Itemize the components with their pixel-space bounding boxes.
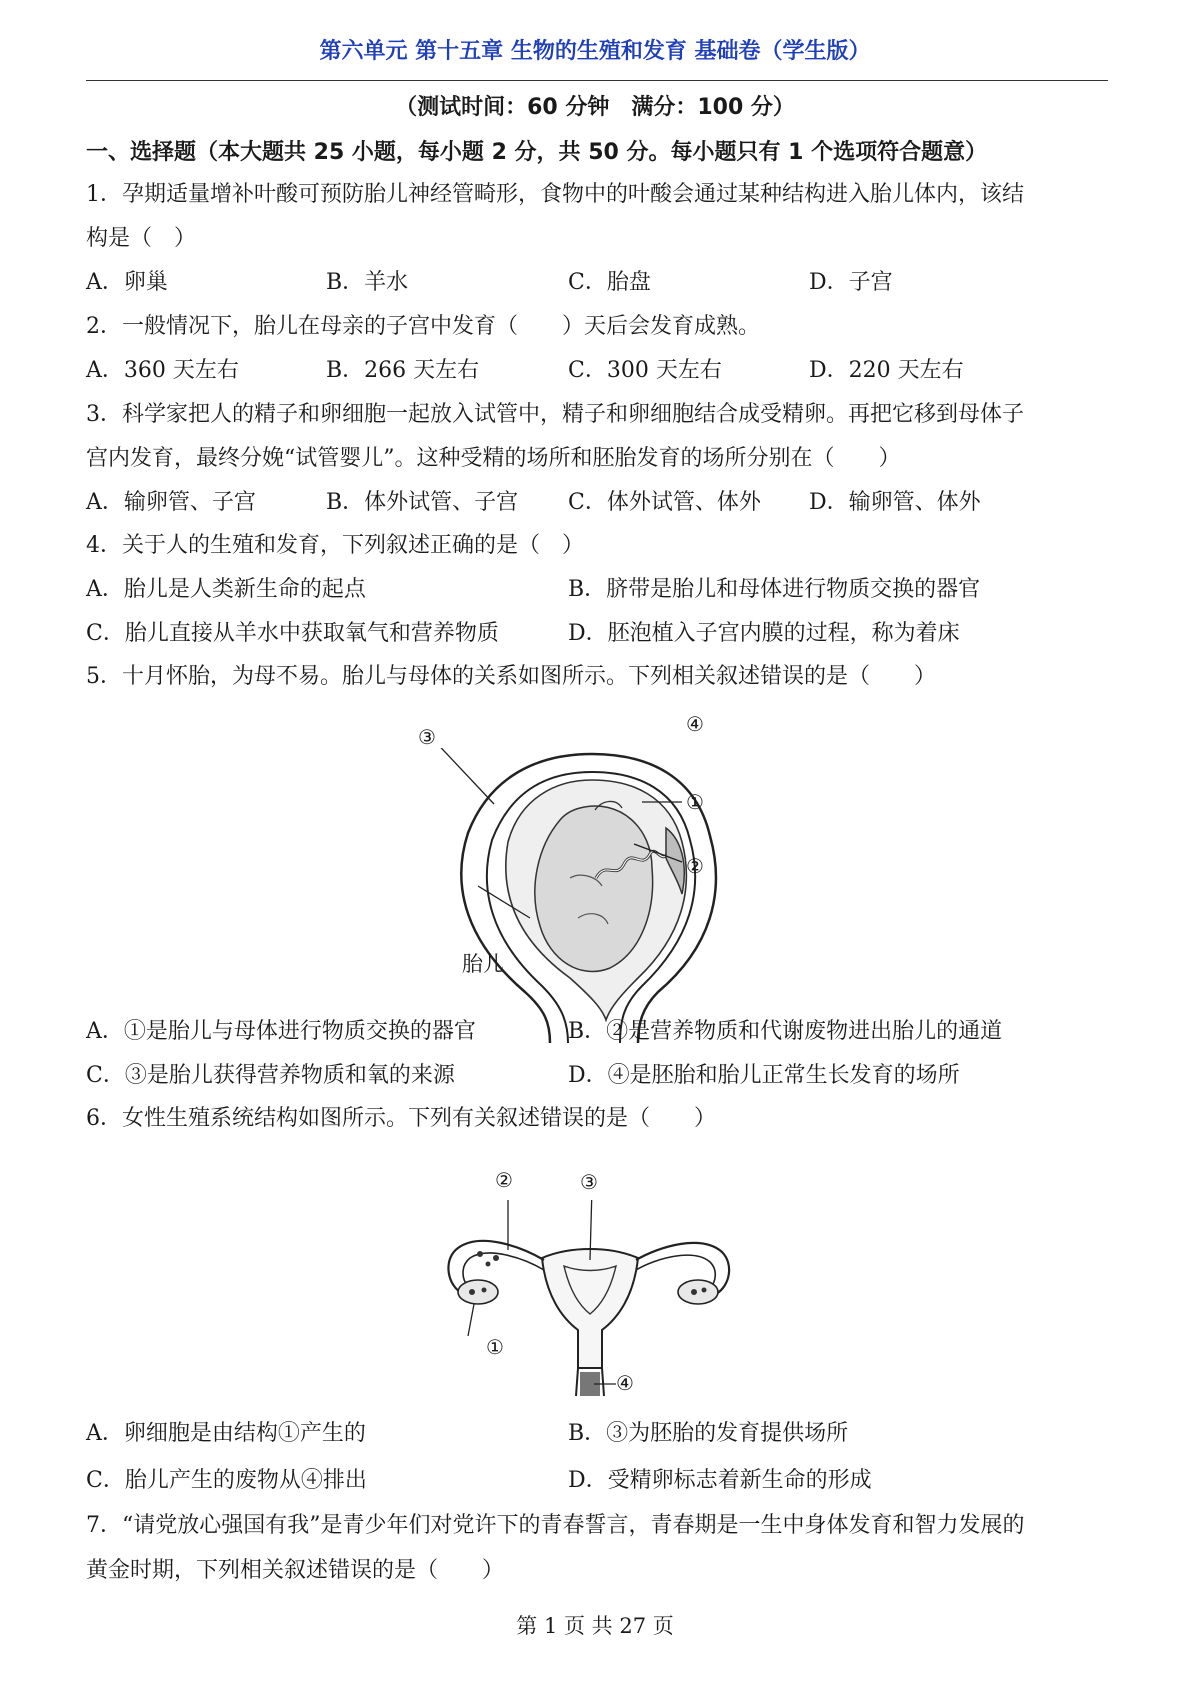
question-2-text: 2．一般情况下，胎儿在母亲的子宫中发育（ ）天后会发育成熟。 [86,314,760,339]
figure1-label-3: ③ [418,725,436,749]
question-2-option-d: D．220 天左右 [809,358,964,383]
question-2-option-c: C．300 天左右 [568,358,722,383]
figure2-label-3: ③ [580,1170,598,1194]
question-1-option-b: B．羊水 [326,270,409,295]
question-5-option-c: C．③是胎儿获得营养物质和氧的来源 [86,1063,455,1088]
question-1-text-line2: 构是（ ） [86,226,197,251]
ovary-left [458,1280,498,1304]
question-4-option-d: D．胚泡植入子宫内膜的过程，称为着床 [568,621,960,646]
uterus-fetus-diagram [420,748,780,1048]
question-5-option-a: A．①是胎儿与母体进行物质交换的器官 [86,1019,476,1044]
question-3-text-line1: 3．科学家把人的精子和卵细胞一起放入试管中，精子和卵细胞结合成受精卵。再把它移到母体子 [86,402,1025,427]
question-1-text-line1: 1．孕期适量增补叶酸可预防胎儿神经管畸形，食物中的叶酸会通过某种结构进入胎儿体内，该结 [86,182,1025,207]
question-3-option-c: C．体外试管、体外 [568,490,761,515]
question-4-option-a: A．胎儿是人类新生命的起点 [86,577,366,602]
question-3-option-b: B．体外试管、子宫 [326,490,519,515]
figure1-fetus-label: 胎儿 [462,952,504,976]
question-3-option-d: D．输卵管、体外 [809,490,981,515]
figure1-label-4: ④ [686,712,704,736]
question-6-option-c: C．胎儿产生的废物从④排出 [86,1468,367,1493]
question-7-text-line2: 黄金时期，下列相关叙述错误的是（ ） [86,1558,505,1583]
question-6-option-a: A．卵细胞是由结构①产生的 [86,1421,366,1446]
ovary-right [678,1280,718,1304]
female-reproductive-diagram [440,1200,740,1400]
question-2-option-a: A．360 天左右 [86,358,239,383]
question-1-option-c: C．胎盘 [568,270,651,295]
question-4-text: 4．关于人的生殖和发育，下列叙述正确的是（ ） [86,533,584,558]
header-divider [86,80,1108,81]
question-6-option-d: D．受精卵标志着新生命的形成 [568,1468,872,1493]
question-5-text: 5．十月怀胎，为母不易。胎儿与母体的关系如图所示。下列相关叙述错误的是（ ） [86,664,936,689]
fetus-body [535,806,653,971]
question-1-option-a: A．卵巢 [86,270,168,295]
question-3-option-a: A．输卵管、子宫 [86,490,256,515]
section-title: 一、选择题（本大题共 25 小题，每小题 2 分，共 50 分。每小题只有 1 个选项符合题意） [86,140,988,165]
question-6-text: 6．女性生殖系统结构如图所示。下列有关叙述错误的是（ ） [86,1106,716,1131]
question-4-option-c: C．胎儿直接从羊水中获取氧气和营养物质 [86,621,499,646]
question-3-text-line2: 宫内发育，最终分娩“试管婴儿”。这种受精的场所和胚胎发育的场所分别在（ ） [86,446,901,471]
question-6-option-b: B．③为胚胎的发育提供场所 [568,1421,849,1446]
question-4-option-b: B．脐带是胎儿和母体进行物质交换的器官 [568,577,981,602]
question-5-option-d: D．④是胚胎和胎儿正常生长发育的场所 [568,1063,960,1088]
figure2-label-4: ④ [616,1371,634,1395]
question-5-option-b: B．②是营养物质和代谢废物进出胎儿的通道 [568,1019,1003,1044]
question-1-option-d: D．子宫 [809,270,893,295]
question-2-option-b: B．266 天左右 [326,358,480,383]
question-7-text-line1: 7．“请党放心强国有我”是青少年们对党许下的青春誓言，青春期是一生中身体发育和智力发展的 [86,1513,1025,1538]
document-header-title: 第六单元 第十五章 生物的生殖和发育 基础卷（学生版） [319,39,871,64]
figure1-label-1: ① [686,790,704,814]
figure2-label-1: ① [486,1335,504,1359]
figure2-label-2: ② [495,1168,513,1192]
page-footer: 第 1 页 共 27 页 [516,1614,674,1638]
test-info: （测试时间：60 分钟 满分：100 分） [395,95,795,120]
figure1-label-2: ② [686,854,704,878]
uterus [542,1249,638,1368]
